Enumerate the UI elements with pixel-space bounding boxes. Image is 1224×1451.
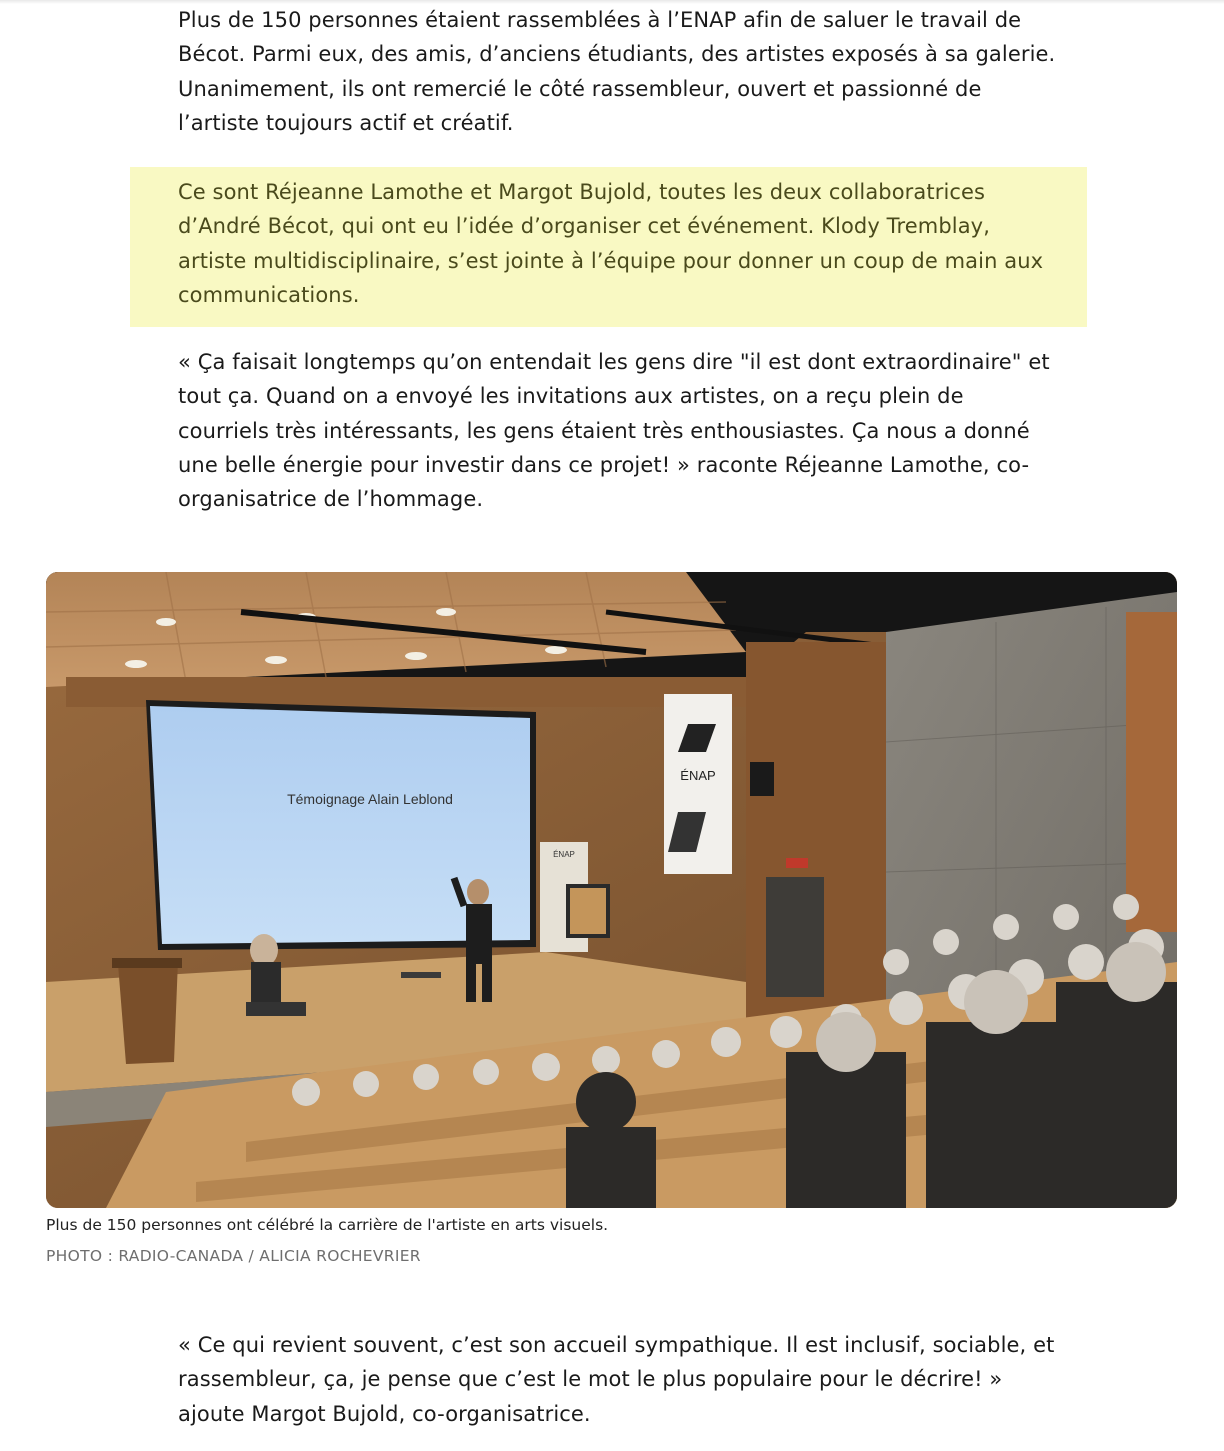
article-photo[interactable] — [46, 572, 1177, 1208]
article-paragraph-1: Plus de 150 personnes étaient rassemblées à l’ENAP afin de saluer le travail de Bécot. Parmi eux, des amis, d’anciens étudiants, des artistes exposés à sa galerie. Unanimement, ils ont remercié le côté rassembleur, ouvert et passionné de l’artiste toujours actif et créatif. — [178, 8, 1056, 135]
highlight-paragraph: Ce sont Réjeanne Lamothe et Margot Bujold, toutes les deux collaboratrices d’André Bécot, qui ont eu l’idée d’organiser cet événement. Klody Tremblay, artiste multidisciplinaire, s’est jointe à l’équipe pour donner un coup de main aux communications. — [178, 180, 1044, 307]
banner-text: ÉNAP — [680, 768, 716, 783]
small-banner-text: ÉNAP — [553, 850, 575, 859]
photo-caption: Plus de 150 personnes ont célébré la carrière de l'artiste en arts visuels. — [46, 1216, 609, 1234]
photo-credit: PHOTO : RADIO-CANADA / ALICIA ROCHEVRIER — [46, 1247, 421, 1265]
highlight-block — [130, 167, 1087, 327]
article-paragraph-3: « Ça faisait longtemps qu’on entendait les gens dire "il est dont extraordinaire" et tout ça. Quand on a envoyé les invitations aux artistes, on a reçu plein de courriels très intéressants, les gens étaient très enthousiastes. Ça nous a donné une belle énergie pour investir dans ce projet! » raconte Réjeanne Lamothe, co-organisatrice de l’hommage. — [178, 350, 1050, 512]
screen-text: Témoignage Alain Leblond — [287, 791, 453, 807]
auditorium-photo-illustration — [46, 572, 1177, 1208]
article-paragraph-4: « Ce qui revient souvent, c’est son accueil sympathique. Il est inclusif, sociable, et rassembleur, ça, je pense que c’est le mot le plus populaire pour le décrire! » ajoute Margot Bujold, co-organisatrice. — [178, 1333, 1055, 1426]
